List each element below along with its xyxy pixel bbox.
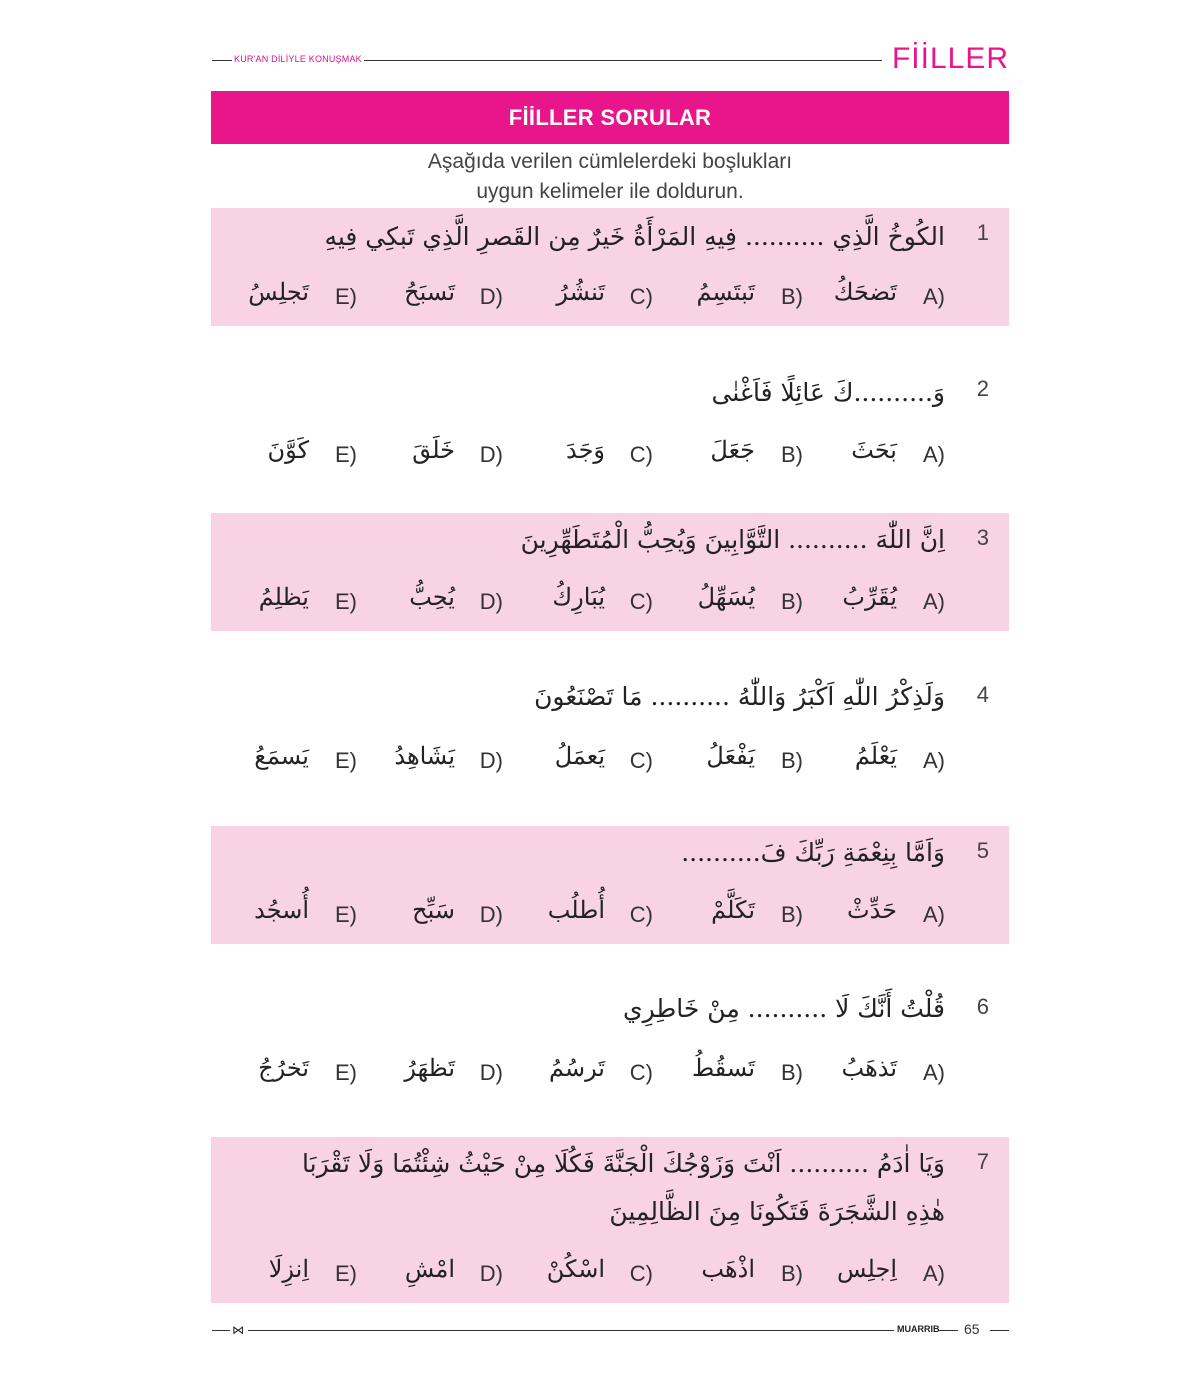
question-number: 1 <box>976 220 989 245</box>
publisher-name: MUARRIB <box>894 1324 943 1334</box>
option-text-e: يَسمَعُ <box>254 742 309 770</box>
question-text: وَلَذِكْرُ اللّٰهِ اَكْبَرُ وَاللّٰهُ .......... مَا تَصْنَعُونَ <box>534 682 945 711</box>
option-text-c: تَرسُمُ <box>548 1054 605 1082</box>
option-text-e: تَخرُجُ <box>258 1054 309 1082</box>
page-footer <box>212 1318 1009 1342</box>
footer-rule <box>248 1330 898 1331</box>
option-letter-a: A) <box>923 589 945 614</box>
option-letter-e: E) <box>335 1261 357 1286</box>
option-text-b: يُسَهِّلُ <box>697 583 755 611</box>
option-text-c: تَنشُرُ <box>556 278 605 306</box>
question-text-line-1: وَيَا اٰدَمُ .......... اَنْتَ وَزَوْجُكَ الْجَنَّةَ فَكُلَا مِنْ حَيْثُ شِئْتُمَا وَلَا تَقْرَبَا <box>302 1149 945 1178</box>
option-text-b: جَعَلَ <box>710 436 755 464</box>
question-text: وَ..........كَ عَائِلًا فَاَغْنٰى <box>711 378 945 407</box>
option-letter-d: D) <box>479 1261 503 1286</box>
option-letter-b: B) <box>781 748 803 773</box>
option-text-e: تَجلِسُ <box>248 278 309 306</box>
option-letter-b: B) <box>781 1060 803 1085</box>
option-letter-c: C) <box>629 1060 653 1085</box>
option-letter-b: B) <box>781 1261 803 1286</box>
instructions-line-2: uygun kelimeler ile doldurun. <box>476 180 744 203</box>
option-text-d: خَلَقَ <box>412 436 455 464</box>
option-letter-e: E) <box>335 902 357 927</box>
option-text-d: يُحِبُّ <box>409 583 455 611</box>
option-letter-c: C) <box>629 902 653 927</box>
option-letter-e: E) <box>335 589 357 614</box>
question-3 <box>211 513 1009 631</box>
question-number: 6 <box>976 994 989 1019</box>
option-letter-a: A) <box>923 1261 945 1286</box>
footer-rule-left <box>212 1330 230 1331</box>
option-text-e: أُسجُد <box>254 896 309 924</box>
option-letter-e: E) <box>335 1060 357 1085</box>
option-text-b: اذْهَب <box>701 1255 755 1283</box>
option-text-c: اسْكُنْ <box>546 1255 605 1283</box>
instructions <box>211 147 1009 207</box>
option-text-c: يُبَارِكُ <box>552 583 605 611</box>
question-text-line-2: هٰذِهِ الشَّجَرَةَ فَتَكُونَا مِنَ الظَّالِمِينَ <box>609 1197 945 1226</box>
question-7 <box>211 1137 1009 1303</box>
page-number: 65 <box>964 1321 980 1337</box>
option-text-a: تَذهَبُ <box>841 1054 897 1082</box>
footer-dash <box>938 1330 958 1331</box>
option-text-a: يَعْلَمُ <box>854 742 897 770</box>
question-number: 5 <box>976 838 989 863</box>
instructions-line-1: Aşağıda verilen cümlelerdeki boşlukları <box>427 150 793 173</box>
question-text: قُلْتُ أَنَّكَ لَا .......... مِنْ خَاطِرِي <box>623 994 945 1023</box>
option-letter-d: D) <box>479 902 503 927</box>
section-banner <box>211 91 1009 144</box>
option-text-b: تَكَلَّمْ <box>711 896 755 924</box>
option-text-b: يَفْعَلُ <box>706 742 755 770</box>
option-text-c: يَعمَلُ <box>554 742 605 770</box>
option-text-a: بَحَثَ <box>851 436 897 464</box>
option-letter-b: B) <box>781 284 803 309</box>
question-number: 4 <box>976 682 989 707</box>
question-text: وَاَمَّا بِنِعْمَةِ رَبِّكَ فَ.......... <box>681 838 945 867</box>
question-text: اِنَّ اللّٰهَ .......... التَّوَّابِينَ وَيُحِبُّ الْمُتَطَهِّرِينَ <box>520 525 945 554</box>
option-text-d: تَسبَحُ <box>404 278 455 306</box>
option-letter-c: C) <box>629 442 653 467</box>
option-letter-a: A) <box>923 748 945 773</box>
option-text-a: اِجلِس <box>836 1255 897 1283</box>
option-letter-a: A) <box>923 284 945 309</box>
question-1 <box>211 208 1009 326</box>
question-6 <box>211 980 1009 1098</box>
option-text-b: تَبتَسِمُ <box>696 278 755 306</box>
question-text: الكُوخُ الَّذِي .......... فِيهِ المَرْأَةُ خَيرٌ مِن القَصرِ الَّذِي تَبكِي فِيهِ <box>324 222 945 251</box>
option-letter-a: A) <box>923 442 945 467</box>
option-letter-e: E) <box>335 748 357 773</box>
question-number: 7 <box>976 1149 989 1174</box>
option-text-a: حَدِّثْ <box>846 896 897 924</box>
question-4 <box>211 668 1009 786</box>
option-text-e: كَوَّنَ <box>267 436 309 464</box>
question-number: 2 <box>976 376 989 401</box>
option-letter-b: B) <box>781 902 803 927</box>
option-letter-e: E) <box>335 442 357 467</box>
bowtie-icon: ⋈ <box>232 1323 244 1337</box>
section-title: FİİLLER SORULAR <box>508 104 712 130</box>
option-letter-c: C) <box>629 589 653 614</box>
option-text-e: يَظلِمُ <box>258 583 309 611</box>
option-letter-d: D) <box>479 442 503 467</box>
option-text-c: وَجَدَ <box>565 436 605 464</box>
option-letter-a: A) <box>923 1060 945 1085</box>
question-2 <box>211 362 1009 480</box>
question-5 <box>211 826 1009 944</box>
option-letter-c: C) <box>629 1261 653 1286</box>
option-text-e: اِنزِلَا <box>268 1255 309 1283</box>
option-letter-b: B) <box>781 442 803 467</box>
option-letter-c: C) <box>629 284 653 309</box>
option-text-a: تَضحَكُ <box>833 278 897 306</box>
question-number: 3 <box>976 525 989 550</box>
option-text-d: يَشَاهِدُ <box>394 742 455 770</box>
chapter-title: FİİLLER <box>891 42 1009 75</box>
option-letter-c: C) <box>629 748 653 773</box>
series-title: KUR'AN DİLİYLE KONUŞMAK <box>234 54 362 64</box>
page-header <box>212 44 1009 80</box>
footer-dash-right <box>990 1330 1009 1331</box>
option-letter-d: D) <box>479 1060 503 1085</box>
option-letter-d: D) <box>479 589 503 614</box>
option-letter-e: E) <box>335 284 357 309</box>
option-letter-a: A) <box>923 902 945 927</box>
option-letter-d: D) <box>479 284 503 309</box>
option-letter-d: D) <box>479 748 503 773</box>
option-text-b: تَسقُطُ <box>691 1054 755 1082</box>
option-text-d: تَظهَرُ <box>404 1054 455 1082</box>
option-text-c: أُطلُب <box>547 896 605 924</box>
option-text-d: امْشِ <box>404 1255 455 1283</box>
option-text-a: يُقَرِّبُ <box>842 583 897 611</box>
option-text-d: سَبِّح <box>412 896 455 924</box>
option-letter-b: B) <box>781 589 803 614</box>
